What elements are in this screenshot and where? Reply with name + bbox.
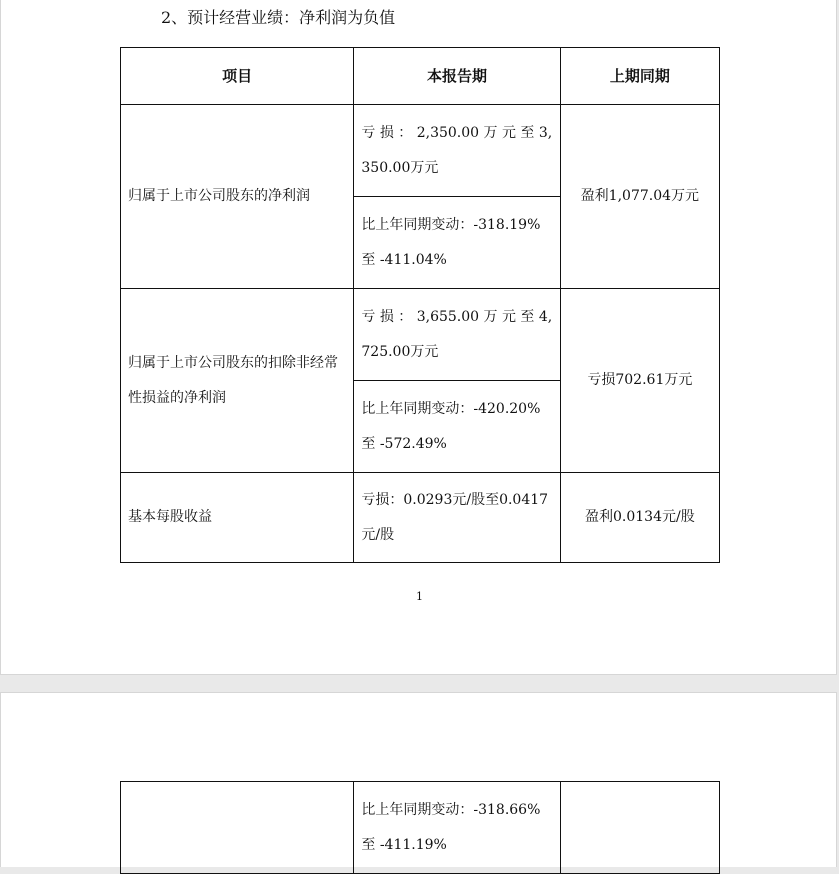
previous-value [560, 782, 719, 874]
yoy-change: 比上年同期变动：-318.19%至 -411.04% [354, 197, 560, 289]
document-page-2 [0, 692, 837, 867]
header-current-period: 本报告期 [354, 48, 560, 105]
table-header-row [121, 48, 720, 105]
performance-forecast-table-continued [120, 781, 720, 874]
current-loss-range: 亏 损 ： 2,350.00 万 元 至 3,350.00万元 [354, 105, 560, 197]
header-item: 项目 [121, 48, 354, 105]
current-eps-range: 亏损：0.0293元/股至0.0417 元/股 [354, 473, 560, 563]
performance-forecast-table [120, 47, 720, 563]
table-row [121, 289, 720, 381]
previous-value: 亏损702.61万元 [560, 289, 719, 473]
table-row [121, 782, 720, 874]
section-heading: 2、预计经营业绩：净利润为负值 [161, 8, 396, 27]
row-item-label: 归属于上市公司股东的扣除非经常性损益的净利润 [121, 289, 354, 473]
header-previous-period: 上期同期 [560, 48, 719, 105]
yoy-change: 比上年同期变动：-318.66%至 -411.19% [354, 782, 560, 874]
row-item-label: 归属于上市公司股东的净利润 [121, 105, 354, 289]
current-loss-range: 亏 损 ： 3,655.00 万 元 至 4,725.00万元 [354, 289, 560, 381]
page-number: 1 [416, 590, 423, 603]
table-row [121, 473, 720, 563]
table-row [121, 105, 720, 197]
yoy-change: 比上年同期变动：-420.20%至 -572.49% [354, 381, 560, 473]
row-item-label: 基本每股收益 [121, 473, 354, 563]
row-item-label [121, 782, 354, 874]
previous-value: 盈利1,077.04万元 [560, 105, 719, 289]
previous-value: 盈利0.0134元/股 [560, 473, 719, 563]
